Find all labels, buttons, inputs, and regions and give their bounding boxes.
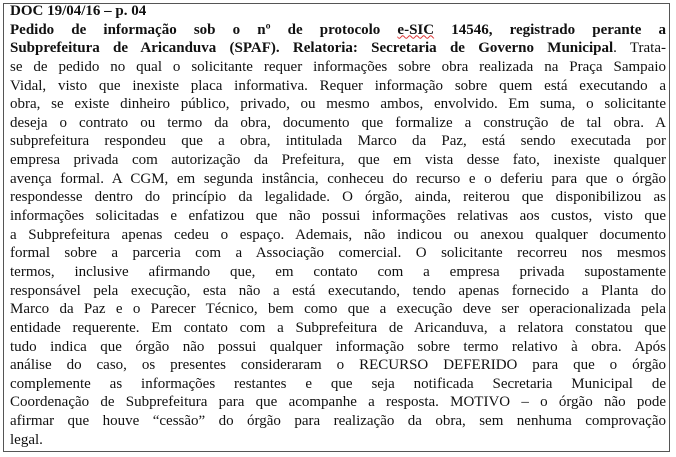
body-line: se de pedido no qual o solicitante requer informações sobre obra realizada na Praça Sampaio <box>10 58 666 75</box>
body-line: legal. <box>10 431 43 448</box>
body-line: empresa privada com autorização da Prefeitura, que em vista desse fato, inexiste qualquer <box>10 152 666 169</box>
body-line: obra, se existe dinheiro público, privado, ou mesmo ambos, envolvido. Em suma, o solicitante <box>10 96 666 113</box>
doc-header <box>10 2 666 21</box>
body-line: respondesse dentro do princípio da legalidade. O órgão, ainda, reiterou que disponibilizou as <box>10 189 666 206</box>
document-text <box>10 2 666 449</box>
body-line: subprefeitura respondeu que a obra, intitulada Marco da Paz, está sendo executada por <box>10 133 666 150</box>
body-line: termos, inclusive afirmando que, em contato com a empresa privada supostamente <box>10 263 666 280</box>
body-line: afirmar que houve “cessão” do órgão para realização da obra, sem nenhuma comprovação <box>10 413 666 430</box>
body-text: . Trata- <box>613 40 666 57</box>
body-paragraph <box>10 58 666 449</box>
doc-date: DOC 19/04/16 – p. 04 <box>10 3 147 19</box>
title-line-1 <box>10 21 666 40</box>
title-text: Subprefeitura de Aricanduva (SPAF). Relatoria: Secretaria de Governo Municipal <box>10 40 614 57</box>
body-line: informações solicitadas e enfatizou que não possui informações relativas aos custos, visto que <box>10 208 666 225</box>
body-line: entidade requerente. Em contato com a Subprefeitura de Aricanduva, a relatora constatou que <box>10 319 666 336</box>
body-line: responsável pela execução, esta não a está executando, tendo apenas fornecido a Planta do <box>10 282 666 299</box>
body-line: complemente as informações restantes e que seja notificada Secretaria Municipal de <box>10 375 666 392</box>
title-text: Pedido de informação sob o nº de protocolo <box>10 21 398 38</box>
body-line: deseja o contrato ou termo da obra, documento que formalize a construção de tal obra. A <box>10 114 666 131</box>
body-line: formal sobre a parceria com a Associação comercial. O solicitante recorreu nos mesmos <box>10 245 666 262</box>
esic-label: e-SIC <box>397 21 435 38</box>
body-line: Marco da Paz e o Parecer Técnico, bem como que a execução deve ser operacionalizada pela <box>10 301 666 318</box>
title-text: 14546, registrado perante a <box>434 21 666 38</box>
title-line-2 <box>10 39 666 58</box>
body-line: Coordenação de Subprefeitura para que acompanhe a resposta. MOTIVO – o órgão não pode <box>10 394 666 411</box>
body-line: tudo indica que órgão não possui qualquer informação sobre termo relativo à obra. Após <box>10 338 666 355</box>
body-line: a Subprefeitura apenas cedeu o espaço. Ademais, não indicou ou anexou qualquer documento <box>10 226 666 243</box>
body-line: Vidal, visto que inexiste placa informativa. Requer informação sobre quem está executando a <box>10 77 666 94</box>
body-line: análise do caso, os presentes consideraram o RECURSO DEFERIDO para que o órgão <box>10 357 666 374</box>
body-line: avença formal. A CGM, em segunda instância, conheceu do recurso e o deferiu para que o órgão <box>10 170 666 187</box>
